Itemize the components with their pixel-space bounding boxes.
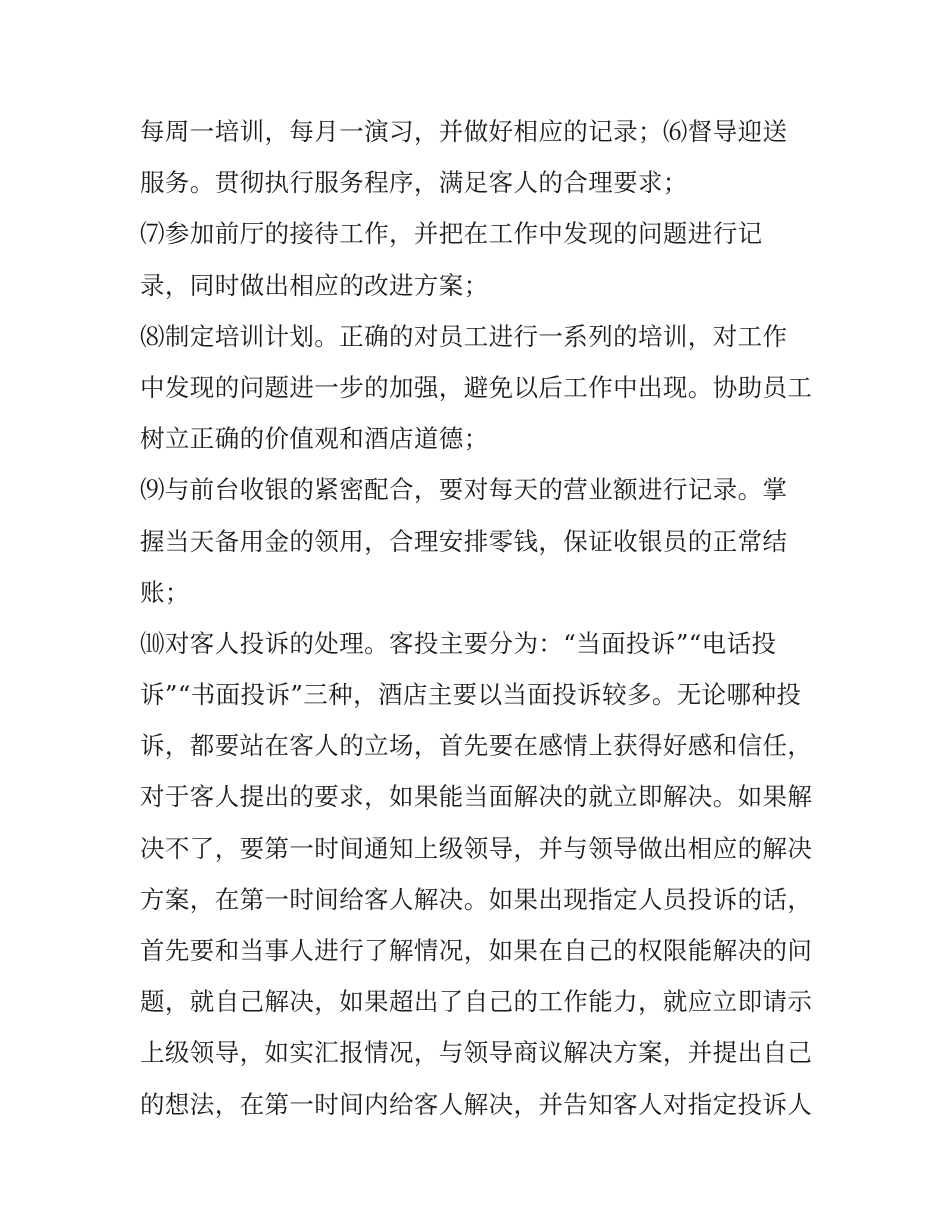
text-line: ⑼与前台收银的紧密配合，要对每天的营业额进行记录。掌 bbox=[140, 475, 788, 505]
text-line: 树立正确的价值观和酒店道德； bbox=[140, 424, 489, 454]
text-line: 决不了，要第一时间通知上级领导，并与领导做出相应的解决 bbox=[140, 833, 813, 863]
text-line: 题，就自己解决，如果超出了自己的工作能力，就应立即请示 bbox=[140, 987, 813, 1017]
text-line: 录，同时做出相应的改进方案； bbox=[140, 270, 489, 300]
text-line: 中发现的问题进一步的加强，避免以后工作中出现。协助员工 bbox=[140, 372, 813, 402]
text-line: 账； bbox=[140, 577, 190, 607]
text-line: ⑺参加前厅的接待工作，并把在工作中发现的问题进行记 bbox=[140, 219, 763, 249]
text-line: 的想法，在第一时间内给客人解决，并告知客人对指定投诉人 bbox=[140, 1089, 813, 1119]
text-line: 诉”“书面投诉”三种，酒店主要以当面投诉较多。无论哪种投 bbox=[140, 680, 802, 710]
text-line: 首先要和当事人进行了解情况，如果在自己的权限能解决的问 bbox=[140, 936, 813, 965]
text-line: 握当天备用金的领用，合理安排零钱，保证收银员的正常结 bbox=[140, 526, 788, 556]
text-line: 上级领导，如实汇报情况，与领导商议解决方案，并提出自己 bbox=[140, 1038, 813, 1068]
text-line: ⑻制定培训计划。正确的对员工进行一系列的培训，对工作 bbox=[140, 321, 788, 351]
text-line: 对于客人提出的要求，如果能当面解决的就立即解决。如果解 bbox=[140, 782, 813, 812]
text-line: 服务。贯彻执行服务程序，满足客人的合理要求； bbox=[140, 168, 688, 198]
text-line: ⑽对客人投诉的处理。客投主要分为：“当面投诉”“电话投 bbox=[140, 628, 777, 658]
body-text bbox=[140, 106, 830, 1130]
text-line: 每周一培训，每月一演习，并做好相应的记录；⑹督导迎送 bbox=[140, 117, 788, 146]
text-line: 方案，在第一时间给客人解决。如果出现指定人员投诉的话， bbox=[140, 884, 813, 914]
text-line: 诉，都要站在客人的立场，首先要在感情上获得好感和信任， bbox=[140, 731, 813, 761]
